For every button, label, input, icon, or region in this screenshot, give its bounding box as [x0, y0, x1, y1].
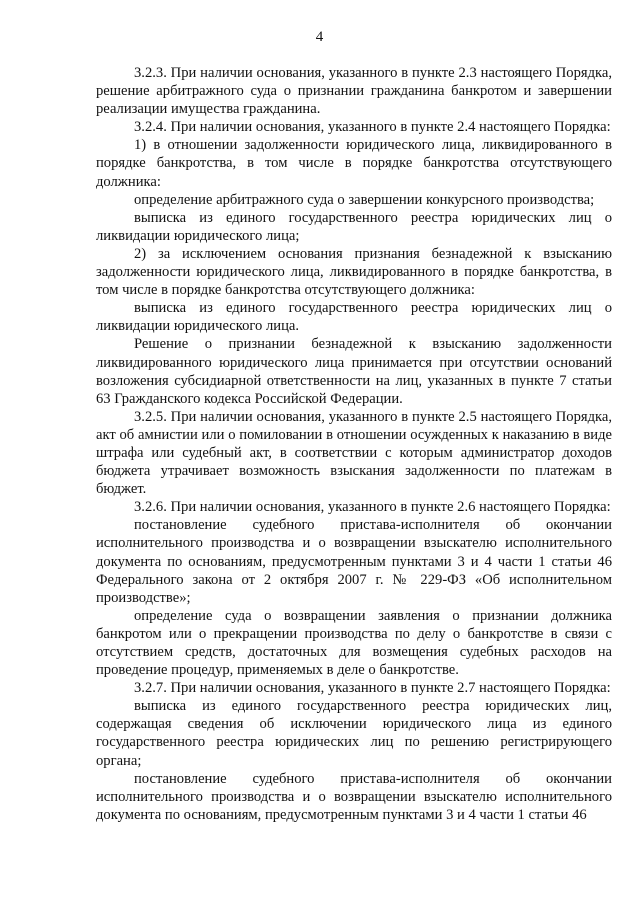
paragraph-3-2-6-doc-1: постановление судебного пристава-исполнителя об окончании исполнительного производства и о возвращении взыскателю исполнительного документа по основаниям, предусмотренным пунктами 3 и 4 части 1 статьи 46 Федерального закона от 2 октября 2007 г. № 229-ФЗ «Об исполнительном производстве»; [96, 517, 612, 606]
paragraph-3-2-4: 3.2.4. При наличии основания, указанного в пункте 2.4 настоящего Порядка: [134, 119, 611, 136]
paragraph-3-2-4-item-2-doc: выписка из единого государственного реестра юридических лиц о ликвидации юридического лица. [96, 300, 612, 335]
paragraph-3-2-7-doc-2: постановление судебного пристава-исполнителя об окончании исполнительного производства и о возвращении взыскателю исполнительного документа по основаниям, предусмотренным пунктами 3 и 4 части 1 статьи 46 [96, 770, 612, 823]
paragraph-3-2-3: 3.2.3. При наличии основания, указанного в пункте 2.3 настоящего Порядка, решение арбитражного суда о признании гражданина банкротом и завершении реализации имущества гражданина. [96, 65, 612, 118]
paragraph-3-2-4-item-2: 2) за исключением основания признания безнадежной к взысканию задолженности юридического лица, ликвидированного в порядке банкротства, в том числе в порядке банкротства отсутствующего должника: [96, 245, 612, 299]
paragraph-3-2-5: 3.2.5. При наличии основания, указанного в пункте 2.5 настоящего Порядка, акт об амнистии или о помиловании в отношении осужденных к наказанию в виде штрафа или судебный акт, в соответствии с которым администратор доходов бюджета утрачивает возможность взыскания задолженности по платежам в бюджет. [96, 408, 612, 498]
paragraph-liquidated-entity-decision: Решение о признании безнадежной к взысканию задолженности ликвидированного юридического лица принимается при отсутствии оснований возложения субсидиарной ответственности на лиц, указанных в пункте 7 статьи 63 Гражданского кодекса Российской Федерации. [96, 336, 612, 407]
paragraph-3-2-4-item-1-doc-2: выписка из единого государственного реестра юридических лиц о ликвидации юридического лица; [96, 209, 612, 244]
paragraph-3-2-7-doc-1: выписка из единого государственного реестра юридических лиц, содержащая сведения об исключении юридического лица из единого государственного реестра юридических лиц по решению регистрирующего органа; [96, 698, 612, 769]
paragraph-3-2-4-item-1-doc-1: определение арбитражного суда о завершении конкурсного производства; [134, 191, 595, 208]
page-number: 4 [315, 29, 324, 45]
paragraph-3-2-4-item-1: 1) в отношении задолженности юридического лица, ликвидированного в порядке банкротства, в том числе в порядке банкротства отсутствующего должника: [96, 137, 612, 190]
paragraph-3-2-6-doc-2: определение суда о возвращении заявления о признании должника банкротом или о прекращении производства по делу о банкротстве в связи с отсутствием средств, достаточных для возмещения судебных расходов на проведение процедур, применяемых в деле о банкротстве. [96, 607, 612, 679]
document-body [96, 64, 612, 824]
paragraph-3-2-6: 3.2.6. При наличии основания, указанного в пункте 2.6 настоящего Порядка: [134, 499, 611, 516]
paragraph-3-2-7: 3.2.7. При наличии основания, указанного в пункте 2.7 настоящего Порядка: [134, 680, 611, 697]
